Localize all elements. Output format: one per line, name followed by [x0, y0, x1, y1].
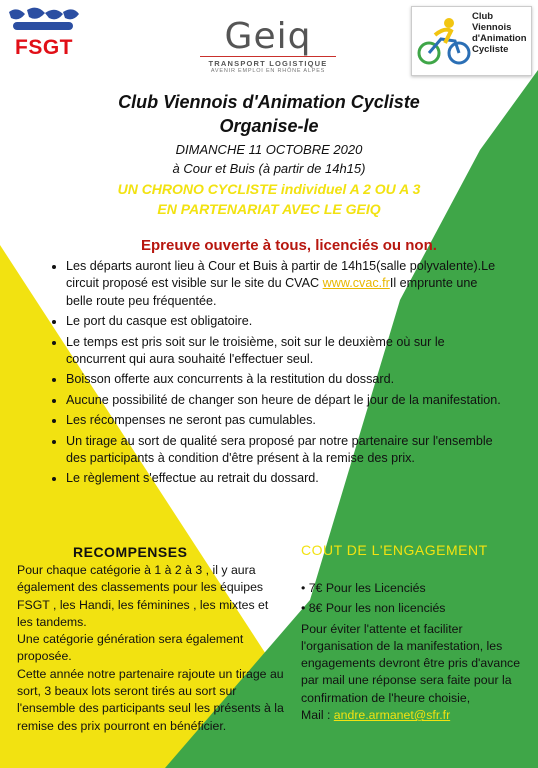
cvac-line-3: d'Animation [472, 33, 527, 44]
cvac-logo [411, 6, 532, 76]
rules-list [44, 258, 506, 491]
geiq-tagline-1: TRANSPORT LOGISTIQUE [200, 56, 336, 68]
price-list [301, 580, 535, 618]
cvac-line-2: Viennois [472, 22, 512, 33]
fsgt-logo [5, 4, 83, 60]
rule-item: • Le règlement s'effectue au retrait du dossard. [66, 470, 506, 487]
cvac-line-1: Club [472, 11, 494, 22]
rewards-paragraph-3: Cette année notre partenaire rajoute un tirage au sort, 3 beaux lots seront tirés au sort sur l'ensemble des participants seul les présents à la remise des prix pourront en bénéficier. [17, 666, 284, 733]
cvac-wordmark [472, 11, 527, 55]
rule-item [66, 258, 506, 310]
chrono-line-2: EN PARTENARIAT AVEC LE GEIQ [157, 201, 381, 217]
rule-item: • Les récompenses ne seront pas cumulables. [66, 412, 506, 429]
geiq-wordmark: Geiq [224, 16, 312, 57]
rewards-paragraph-2: Une catégorie génération sera également proposée. [17, 632, 244, 664]
rule-item: • Le port du casque est obligatoire. [66, 313, 506, 330]
rule-item: • Le temps est pris soit sur le troisième, soit sur le deuxième où sur le concurrent qui aura souhaité l'effectuer seul. [66, 334, 506, 369]
cost-text [301, 580, 535, 724]
cvac-line-4: Cycliste [472, 44, 509, 55]
fsgt-figures-icon [5, 4, 83, 38]
price-unlicensed: • 8€ Pour les non licenciés [301, 601, 446, 616]
registration-info: Pour éviter l'attente et faciliter l'organisation de la manifestation, les engagements devront être pris d'avance par mail une réponse sera faite pour la confirmation de l'heure choisie, [301, 621, 521, 705]
event-date: DIMANCHE 11 OCTOBRE 2020 [175, 142, 363, 157]
club-title: Club Viennois d'Animation Cycliste [118, 92, 420, 112]
rule-item: • Boisson offerte aux concurrents à la restitution du dossard. [66, 371, 506, 388]
cost-heading: COUT DE L'ENGAGEMENT [301, 542, 488, 558]
cyclist-icon [415, 11, 473, 69]
price-licensed: • 7€ Pour les Licenciés [301, 581, 426, 595]
geiq-logo [188, 18, 348, 78]
rule-text: Les départs auront lieu à Cour et Buis à partir de 14h15(salle polyvalente).Le circuit proposé est visible sur le site du CVAC [66, 259, 496, 291]
open-event-heading: Epreuve ouverte à tous, licenciés ou non. [141, 237, 437, 254]
fsgt-wordmark: FSGT [15, 36, 73, 59]
chrono-line-1: UN CHRONO CYCLISTE individuel A 2 OU A 3 [117, 181, 421, 197]
rule-text: Il emprunte une belle route peu fréquentée. [66, 276, 478, 308]
rewards-text [17, 562, 287, 735]
rewards-paragraph-1: Pour chaque catégorie à 1 à 2 à 3 , il y aura également des classements pour les équipes FSGT , les Handi, les féminines , les mixtes et les tandems. [17, 563, 269, 629]
mail-line [301, 707, 535, 724]
mail-label: Mail : [301, 708, 334, 723]
cvac-website-link[interactable]: www.cvac.fr [322, 276, 390, 291]
rule-item: • Aucune possibilité de changer son heure de départ le jour de la manifestation. [66, 392, 506, 409]
mail-link[interactable]: andre.armanet@sfr.fr [333, 708, 451, 723]
event-place: à Cour et Buis (à partir de 14h15) [172, 161, 366, 176]
geiq-tagline-2: AVENIR EMPLOI EN RHÔNE ALPES [210, 68, 326, 74]
organise-title: Organise-le [219, 116, 319, 136]
rewards-heading: RECOMPENSES [73, 544, 188, 560]
rule-item: • Un tirage au sort de qualité sera proposé par notre partenaire sur l'ensemble des participants à condition d'être présent à la remise des prix. [66, 433, 506, 468]
